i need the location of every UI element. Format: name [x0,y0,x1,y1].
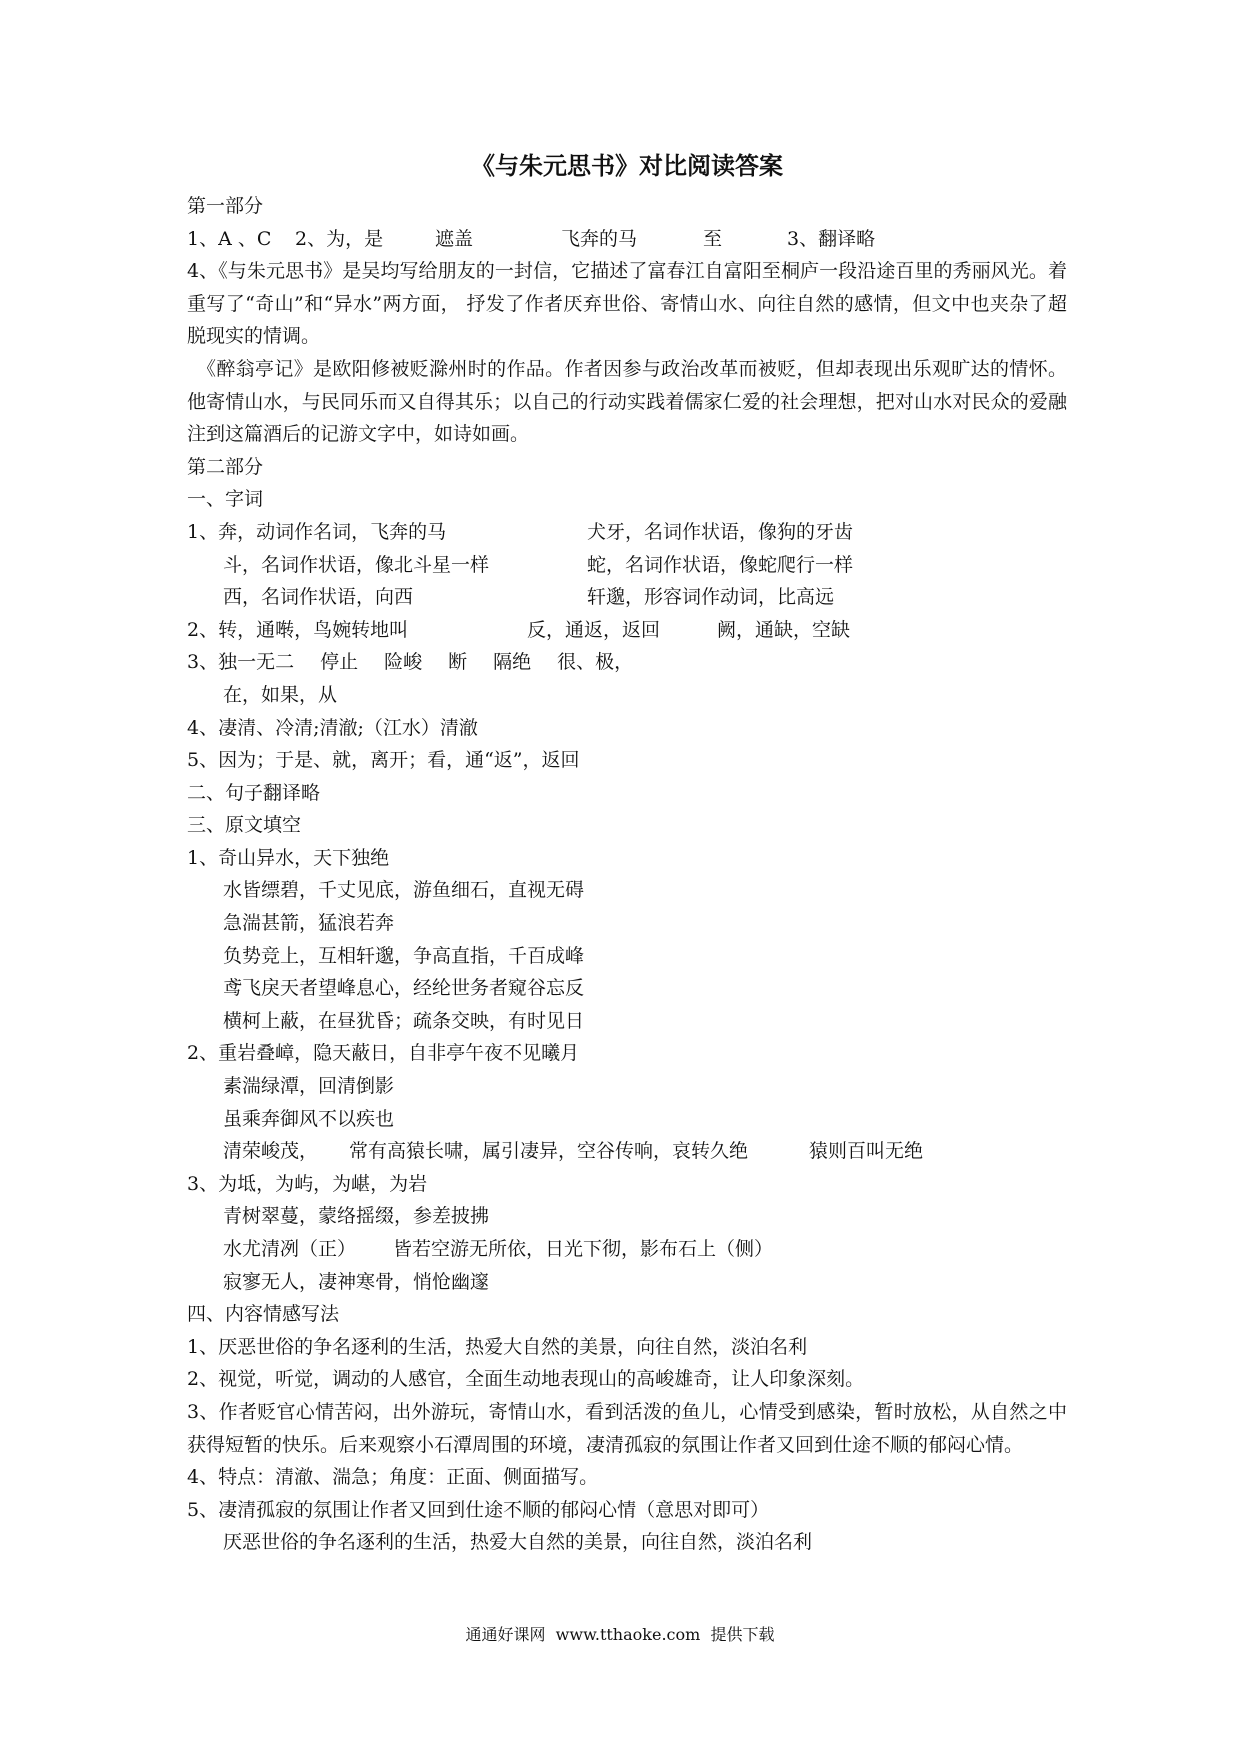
s3-g1-line: 急湍甚箭，猛浪若奔 [223,912,395,935]
s1-q2-item: 反，通返，返回 [527,618,661,641]
s3-g3-mid [187,1233,1067,1266]
s1-q3-item: 停止 [320,651,359,674]
s3-g1-line: 负势竞上，互相轩邈，争高直指，千百成峰 [223,944,585,967]
s1-q2-item: 阙，通缺，空缺 [717,618,851,641]
s3-g1-line: 水皆缥碧，千丈见底，游鱼细石，直视无碍 [223,879,585,902]
part1-heading: 第一部分 [187,195,264,217]
q2-answer-c: 飞奔的马 [561,227,638,250]
s3-g3-last: 寂寥无人，凄神寒骨，悄怆幽邃 [223,1270,490,1293]
part1-q4-para1: 4、《与朱元思书》是吴均写给朋友的一封信，它描述了富春江自富阳至桐庐一段沿途百里的秀丽风光。着重写了“奇山”和“异水”两方面， 抒发了作者厌弃世俗、寄情山水、向往自然的感情，但文中也夹杂了超脱现实的情调。 [187,260,1067,348]
s3-g2-last-item: 常有高猿长啸，属引凄异，空谷传响，哀转久绝 [349,1140,749,1163]
section3-heading: 三、原文填空 [187,814,302,837]
s1-q1-row1 [187,516,1067,549]
s4-q5: 5、凄清孤寂的氛围让作者又回到仕途不顺的郁闷心情（意思对即可） [187,1498,770,1521]
s4-q1: 1、厌恶世俗的争名逐利的生活，热爱大自然的美景，向往自然，淡泊名利 [187,1335,808,1358]
s3-g2-line: 虽乘奔御风不以疾也 [223,1107,395,1130]
answer-document [187,148,1067,1559]
s1-q3-item: 很、极， [557,651,634,674]
s1-q1-item: 西，名词作状语，向西 [223,586,414,609]
s3-g2-line: 素湍绿潭，回清倒影 [223,1075,395,1098]
s1-q3b: 在，如果，从 [223,683,338,706]
s1-q4: 4、凄清、冷清;清澈;（江水）清澈 [187,716,478,739]
q2-answer-d: 至 [703,227,723,250]
s1-q3 [187,646,1067,679]
s3-g2-last [187,1135,1067,1168]
section2-heading: 二、句子翻译略 [187,781,321,804]
part1-q4-para2: 《醉翁亭记》是欧阳修被贬滁州时的作品。作者因参与政治改革而被贬，但却表现出乐观旷达的情怀。他寄情山水，与民同乐而又自得其乐；以自己的行动实践着儒家仁爱的社会理想，把对山水对民众的爱融注到这篇酒后的记游文字中，如诗如画。 [187,357,1067,446]
s3-g3-mid-item: 水尤清冽（正） [223,1238,357,1260]
s3-g3-line: 青树翠蔓，蒙络摇缀，参差披拂 [223,1205,490,1228]
s1-q3-item: 断 [448,651,468,674]
s1-q1-item: 1、奔，动词作名词，飞奔的马 [187,520,447,543]
s4-q3: 3、作者贬官心情苦闷，出外游玩，寄情山水，看到活泼的鱼儿，心情受到感染，暂时放松，从自然之中获得短暂的快乐。后来观察小石潭周围的环境，凄清孤寂的氛围让作者又回到仕途不顺的郁闷心情。 [187,1400,1067,1456]
q2-answer-a: 2、为，是 [295,227,384,250]
s1-q1-row3 [187,581,1067,614]
section1-heading: 一、字词 [187,488,264,511]
s1-q1-item: 蛇，名词作状语，像蛇爬行一样 [587,553,854,576]
q2-answer-b: 遮盖 [435,227,474,250]
part2-heading: 第二部分 [187,455,264,478]
document-title: 《与朱元思书》对比阅读答案 [471,151,783,180]
page-footer: 通通好课网 www.tthaoke.com 提供下载 [465,1625,775,1644]
s1-q1-item: 斗，名词作状语，像北斗星一样 [223,553,490,576]
s3-g2-last-item: 清荣峻茂， [223,1140,319,1163]
s3-g3-mid-item: 皆若空游无所依，日光下彻，影布石上（侧） [393,1238,774,1260]
s1-q3-item: 隔绝 [493,651,532,674]
s1-q1-item: 轩邈，形容词作动词，比高远 [587,586,835,609]
q3-answer: 3、翻译略 [787,227,876,250]
s1-q2-item: 2、转，通啭，鸟婉转地叫 [187,618,409,641]
s1-q2 [187,614,1067,647]
section4-heading: 四、内容情感写法 [187,1303,340,1326]
s1-q1-row2 [187,549,1067,582]
s4-q2: 2、视觉，听觉，调动的人感官，全面生动地表现山的高峻雄奇，让人印象深刻。 [187,1368,865,1391]
s3-g1-line: 横柯上蔽，在昼犹昏；疏条交映，有时见日 [223,1009,585,1032]
q1-answer: 1、A 、C [187,227,272,250]
s3-g2-line: 2、重岩叠嶂，隐天蔽日，自非亭午夜不见曦月 [187,1042,580,1065]
s1-q5: 5、因为；于是、就，离开；看，通“返”，返回 [187,749,580,772]
s4-q4: 4、特点：清澈、湍急；角度：正面、侧面描写。 [187,1466,599,1489]
s4-q5b: 厌恶世俗的争名逐利的生活，热爱大自然的美景，向往自然，淡泊名利 [223,1531,813,1554]
s1-q3-item: 险峻 [384,651,423,674]
s3-g3-line: 3、为坻，为屿，为嵁，为岩 [187,1172,428,1195]
s3-g2-last-item: 猿则百叫无绝 [809,1140,924,1163]
part1-q123 [187,223,1067,256]
s3-g1-line: 1、奇山异水，天下独绝 [187,846,390,869]
s1-q1-item: 犬牙，名词作状语，像狗的牙齿 [587,520,854,543]
s3-g1-line: 鸢飞戾天者望峰息心，经纶世务者窥谷忘反 [223,977,585,1000]
s1-q3-item: 3、独一无二 [187,651,295,674]
